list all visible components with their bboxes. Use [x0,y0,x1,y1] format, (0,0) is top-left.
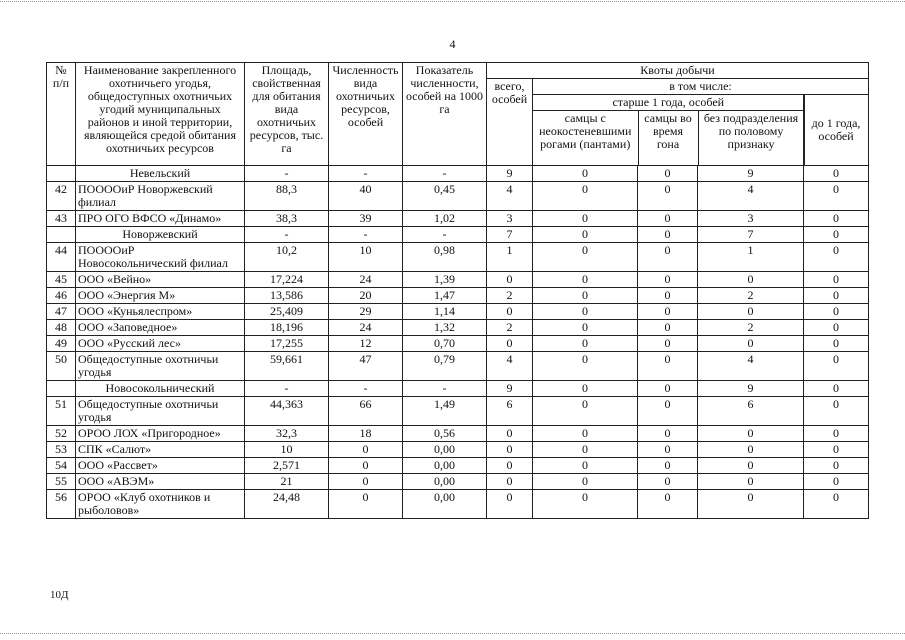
row-name: СПК «Салют» [76,442,245,458]
row-total: 4 [487,182,533,211]
header-population: Численность вида охотничьих ресурсов, особей [329,63,403,166]
row-males-antlers: 0 [533,288,638,304]
row-indicator: 1,14 [403,304,487,320]
row-males-rut: 0 [638,320,698,336]
row-name: ООО «Заповедное» [76,320,245,336]
row-name: ОРОО «Клуб охотников и рыболовов» [76,490,245,519]
row-total: 9 [487,381,533,397]
table-row [47,474,869,490]
header-total: всего, особей [487,79,533,166]
row-number: 43 [47,211,76,227]
row-indicator: 0,00 [403,474,487,490]
table-row [47,442,869,458]
row-name: ООО «Энергия М» [76,288,245,304]
row-number: 48 [47,320,76,336]
row-males-antlers: 0 [533,474,638,490]
table-row [47,490,869,519]
table-row [47,336,869,352]
row-males-antlers: 0 [533,336,638,352]
row-population: 47 [329,352,403,381]
row-males-antlers: 0 [533,304,638,320]
row-males-rut: 0 [638,458,698,474]
row-young: 0 [804,320,869,336]
row-males-rut: 0 [638,182,698,211]
row-young: 0 [804,272,869,288]
row-no-sex: 7 [698,227,804,243]
row-indicator: 1,32 [403,320,487,336]
row-males-antlers: 0 [533,227,638,243]
row-population: 0 [329,458,403,474]
row-total: 0 [487,458,533,474]
row-population: - [329,227,403,243]
row-total: 0 [487,426,533,442]
row-males-antlers: 0 [533,442,638,458]
row-indicator: 0,70 [403,336,487,352]
header-older: старше 1 года, особей [533,95,804,111]
row-males-rut: 0 [638,211,698,227]
row-area: - [245,227,329,243]
row-name: Новоржевский [76,227,245,243]
table-row [47,397,869,426]
row-young: 0 [804,426,869,442]
row-males-rut: 0 [638,352,698,381]
table-row [47,288,869,304]
quota-table [46,62,869,519]
header-name: Наименование закрепленного охотничьего угодья, общедоступных охотничьих угодий муниципальных районов и иной территории, являющейся средой обитания охотничьих ресурсов [76,63,245,166]
row-males-rut: 0 [638,304,698,320]
row-males-antlers: 0 [533,458,638,474]
row-no-sex: 9 [698,381,804,397]
row-young: 0 [804,474,869,490]
row-young: 0 [804,211,869,227]
row-total: 9 [487,166,533,182]
row-total: 0 [487,442,533,458]
row-young: 0 [804,381,869,397]
header-males-antlers: самцы с неокостеневшими рогами (пантами) [533,111,638,166]
row-population: - [329,166,403,182]
row-area: 25,409 [245,304,329,320]
header-quotas: Квоты добычи [487,63,869,79]
row-number [47,227,76,243]
row-total: 7 [487,227,533,243]
row-males-antlers: 0 [533,166,638,182]
header-num: № п/п [47,63,76,166]
row-area: - [245,166,329,182]
district-row [47,227,869,243]
row-area: 44,363 [245,397,329,426]
header-males-rut: самцы во время гона [638,111,698,166]
row-no-sex: 0 [698,442,804,458]
row-indicator: 0,00 [403,442,487,458]
row-name: ООО «Рассвет» [76,458,245,474]
row-name: ООО «Вейно» [76,272,245,288]
row-indicator: 0,00 [403,458,487,474]
row-no-sex: 9 [698,166,804,182]
row-no-sex: 0 [698,336,804,352]
header-indicator: Показатель численности, особей на 1000 га [403,63,487,166]
table-body [47,166,869,519]
row-population: 66 [329,397,403,426]
row-name: ООО «Куньялеспром» [76,304,245,320]
row-no-sex: 4 [698,352,804,381]
row-young: 0 [804,397,869,426]
row-no-sex: 0 [698,304,804,320]
row-area: 10,2 [245,243,329,272]
row-males-antlers: 0 [533,243,638,272]
header-area: Площадь, свойственная для обитания вида охотничьих ресурсов, тыс. га [245,63,329,166]
row-population: 0 [329,474,403,490]
row-young: 0 [804,288,869,304]
row-number: 52 [47,426,76,442]
row-no-sex: 2 [698,320,804,336]
row-number: 51 [47,397,76,426]
row-total: 0 [487,490,533,519]
row-total: 3 [487,211,533,227]
row-young: 0 [804,336,869,352]
header-young: до 1 года, особей [804,95,869,166]
row-indicator: 1,49 [403,397,487,426]
row-males-rut: 0 [638,442,698,458]
row-population: 18 [329,426,403,442]
footer-code: 10Д [50,589,69,601]
row-number: 50 [47,352,76,381]
row-population: 24 [329,272,403,288]
row-males-antlers: 0 [533,426,638,442]
row-males-rut: 0 [638,426,698,442]
scan-edge-top [0,1,905,2]
row-population: 0 [329,442,403,458]
district-row [47,381,869,397]
row-no-sex: 0 [698,426,804,442]
row-total: 0 [487,272,533,288]
row-area: - [245,381,329,397]
row-males-antlers: 0 [533,320,638,336]
row-area: 10 [245,442,329,458]
row-young: 0 [804,458,869,474]
row-area: 32,3 [245,426,329,442]
row-name: ОРОО ЛОХ «Пригородное» [76,426,245,442]
row-young: 0 [804,182,869,211]
row-males-antlers: 0 [533,397,638,426]
row-total: 6 [487,397,533,426]
row-indicator: 0,45 [403,182,487,211]
row-population: 40 [329,182,403,211]
row-males-rut: 0 [638,227,698,243]
row-males-antlers: 0 [533,211,638,227]
table-row [47,304,869,320]
row-total: 2 [487,320,533,336]
row-indicator: 1,47 [403,288,487,304]
row-area: 59,661 [245,352,329,381]
row-indicator: 0,98 [403,243,487,272]
row-young: 0 [804,490,869,519]
row-number [47,166,76,182]
row-males-rut: 0 [638,381,698,397]
row-area: 17,255 [245,336,329,352]
row-young: 0 [804,227,869,243]
row-males-antlers: 0 [533,381,638,397]
row-no-sex: 0 [698,272,804,288]
row-name: Невельский [76,166,245,182]
row-no-sex: 2 [698,288,804,304]
row-indicator: - [403,381,487,397]
row-no-sex: 0 [698,474,804,490]
row-number: 56 [47,490,76,519]
row-males-rut: 0 [638,288,698,304]
row-population: 10 [329,243,403,272]
row-number: 45 [47,272,76,288]
row-area: 2,571 [245,458,329,474]
header-no-sex: без подразделения по половому признаку [698,111,804,166]
row-no-sex: 0 [698,490,804,519]
row-young: 0 [804,166,869,182]
row-total: 1 [487,243,533,272]
row-area: 88,3 [245,182,329,211]
row-number: 53 [47,442,76,458]
row-number: 55 [47,474,76,490]
page-number: 4 [449,37,456,51]
row-population: 0 [329,490,403,519]
row-no-sex: 4 [698,182,804,211]
row-area: 17,224 [245,272,329,288]
row-number: 44 [47,243,76,272]
row-indicator: 0,79 [403,352,487,381]
row-males-rut: 0 [638,336,698,352]
row-total: 4 [487,352,533,381]
row-number: 54 [47,458,76,474]
row-name: ООО «АВЭМ» [76,474,245,490]
row-number: 46 [47,288,76,304]
row-males-rut: 0 [638,272,698,288]
row-no-sex: 0 [698,458,804,474]
row-area: 38,3 [245,211,329,227]
row-total: 0 [487,304,533,320]
row-males-rut: 0 [638,490,698,519]
row-indicator: - [403,227,487,243]
table-row [47,182,869,211]
row-number: 49 [47,336,76,352]
row-no-sex: 1 [698,243,804,272]
row-no-sex: 3 [698,211,804,227]
row-young: 0 [804,352,869,381]
row-number: 42 [47,182,76,211]
row-number: 47 [47,304,76,320]
row-males-antlers: 0 [533,272,638,288]
row-males-rut: 0 [638,474,698,490]
row-total: 0 [487,336,533,352]
row-name: Новосокольнический [76,381,245,397]
row-population: 12 [329,336,403,352]
row-males-antlers: 0 [533,352,638,381]
table-row [47,352,869,381]
row-number [47,381,76,397]
row-males-rut: 0 [638,397,698,426]
row-area: 24,48 [245,490,329,519]
row-indicator: 1,39 [403,272,487,288]
row-name: ООО «Русский лес» [76,336,245,352]
row-young: 0 [804,243,869,272]
row-no-sex: 6 [698,397,804,426]
table-row [47,458,869,474]
row-males-rut: 0 [638,166,698,182]
header-older-group [533,95,804,166]
scan-edge-bottom [0,633,905,634]
table-row [47,211,869,227]
table-row [47,426,869,442]
row-name: ПРО ОГО ВФСО «Динамо» [76,211,245,227]
row-indicator: - [403,166,487,182]
row-population: 39 [329,211,403,227]
district-row [47,166,869,182]
row-population: - [329,381,403,397]
row-total: 0 [487,474,533,490]
row-area: 21 [245,474,329,490]
row-young: 0 [804,304,869,320]
table-row [47,320,869,336]
row-name: ПООООиР Новоржевский филиал [76,182,245,211]
row-area: 13,586 [245,288,329,304]
table-row [47,243,869,272]
row-population: 20 [329,288,403,304]
row-name: Общедоступные охотничьи угодья [76,352,245,381]
row-name: ПООООиР Новосокольнический филиал [76,243,245,272]
row-males-rut: 0 [638,243,698,272]
row-population: 24 [329,320,403,336]
row-population: 29 [329,304,403,320]
row-indicator: 1,02 [403,211,487,227]
row-indicator: 0,00 [403,490,487,519]
table-row [47,272,869,288]
row-young: 0 [804,442,869,458]
row-indicator: 0,56 [403,426,487,442]
header-including: в том числе: [533,79,869,95]
row-area: 18,196 [245,320,329,336]
row-name: Общедоступные охотничьи угодья [76,397,245,426]
row-males-antlers: 0 [533,182,638,211]
row-total: 2 [487,288,533,304]
row-males-antlers: 0 [533,490,638,519]
